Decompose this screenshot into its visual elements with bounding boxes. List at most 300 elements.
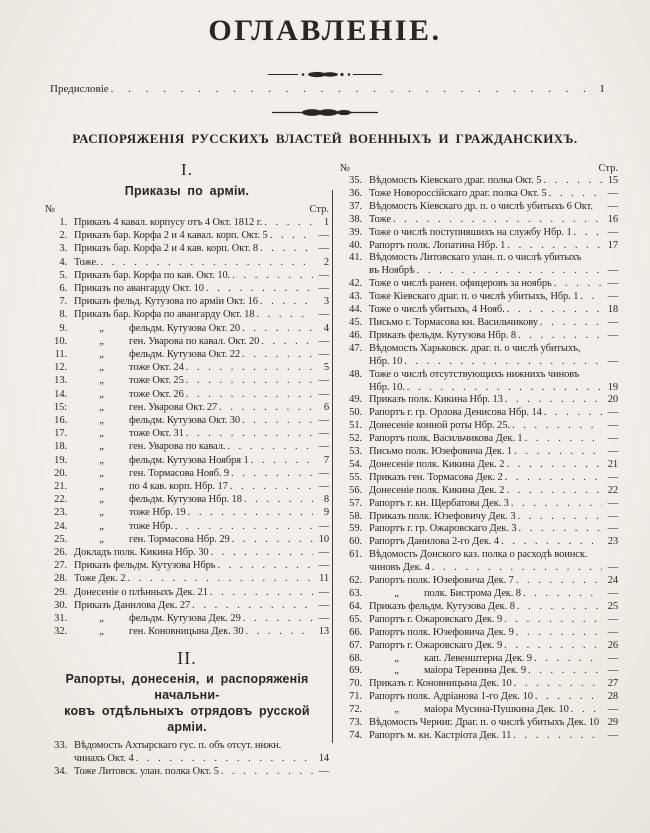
toc-entry	[45, 440, 329, 453]
main-heading: РАСПОРЯЖЕНІЯ РУССКИХЪ ВЛАСТЕЙ ВОЕННЫХЪ И ГРАЖДАНСКИХЪ.	[72, 131, 578, 146]
entry-number: 60.	[349, 536, 362, 548]
entry-page: —	[607, 420, 618, 432]
entry-number: 52.	[349, 433, 362, 445]
entry-text: Приказъ 4 кавал. корпусу отъ 4 Окт. 1812 г.	[74, 217, 263, 228]
entry-page: —	[607, 562, 618, 574]
entry-page: —	[607, 652, 618, 664]
dot-leader	[507, 304, 602, 317]
entry-page: 1	[323, 217, 329, 228]
entry-number: 53.	[349, 446, 362, 458]
entry-text: полк. Бистрома Дек. 8	[424, 588, 521, 599]
section2-numeral: II.	[177, 647, 197, 668]
dot-leader	[243, 612, 313, 625]
entry-number: 66.	[349, 626, 362, 638]
dot-leader	[232, 269, 313, 282]
entry-text: ген. Тормасова Нбр. 29	[129, 533, 230, 545]
entry-number: 14.	[54, 388, 67, 400]
entry-page: —	[318, 269, 329, 281]
entry-number: 44.	[349, 304, 362, 316]
entry-page: —	[607, 613, 618, 625]
entry-page: 2	[323, 256, 329, 268]
entry-page: —	[318, 349, 329, 361]
entry-page: 29	[607, 717, 618, 729]
toc-entry	[45, 335, 329, 348]
entry-number: 54.	[349, 458, 362, 470]
entry-page: —	[607, 291, 618, 303]
entry-number: 18.	[54, 441, 67, 453]
right-column	[340, 163, 618, 743]
entry-text: Рапортъ полк. Адріанова 1-го Дек. 10	[369, 691, 533, 703]
toc-entry	[340, 614, 618, 627]
entry-text: ген. Уварова по кавал. Окт. 20	[129, 335, 260, 347]
entry-text: Приказъ полк. Кикина Нбр. 13	[369, 394, 503, 406]
entry-text: Рапортъ полк. Лопатина Нбр. 1	[369, 239, 506, 251]
toc-entry	[340, 498, 618, 511]
entry-number: 37.	[349, 200, 362, 212]
entry-number: 51.	[349, 420, 362, 432]
entry-number: 25.	[54, 533, 67, 545]
num-header: №	[340, 163, 351, 174]
toc-entry	[340, 653, 618, 666]
dot-leader	[511, 498, 602, 511]
entry-page: —	[318, 599, 329, 611]
entry-text: Приказъ ген. Тормасова Дек. 2	[369, 471, 503, 483]
ditto-mark: „	[99, 428, 104, 440]
dot-leader	[513, 730, 602, 743]
toc-entry	[45, 269, 329, 282]
entry-text: Приказъ бар. Корфа по авангарду Окт. 18	[74, 309, 255, 321]
dot-leader	[525, 433, 602, 446]
entry-page: —	[318, 613, 329, 625]
dot-leader	[188, 506, 313, 519]
entry-page: 14	[318, 752, 329, 764]
entry-page: —	[607, 226, 618, 238]
entry-number: 70.	[349, 678, 362, 690]
toc-entry	[45, 282, 329, 295]
entry-page: —	[607, 665, 618, 677]
ornament-icon	[260, 108, 390, 117]
toc-entry	[45, 559, 329, 572]
ditto-mark: „	[99, 454, 104, 466]
entry-text: Донесеніе полк. Кикина Дек. 2	[369, 484, 505, 496]
entry-text: Донесеніе полк. Кикина Дек. 2	[369, 458, 505, 470]
toc-entry	[340, 240, 618, 253]
entry-page: —	[607, 316, 618, 328]
toc-entry	[45, 427, 329, 440]
entry-number: 63.	[349, 588, 362, 599]
dot-leader	[534, 653, 602, 666]
ornament-icon	[260, 70, 390, 79]
entry-number: 30.	[54, 599, 67, 611]
num-header: №	[45, 204, 56, 215]
entry-page: —	[607, 704, 618, 716]
entry-text: тоже Окт. 31	[129, 428, 184, 440]
dot-leader	[186, 388, 313, 401]
entry-number: 31.	[54, 613, 67, 625]
entry-text: Рапортъ г. Ожаровскаго Дек. 9	[369, 639, 503, 651]
entry-page: 7	[323, 454, 329, 466]
dot-leader	[136, 752, 313, 765]
entry-text: тоже Нбр.	[129, 520, 173, 532]
entry-text: Тоже о числѣ отсутствующихъ нижнихъ чиновъ	[369, 368, 580, 380]
entry-page: —	[607, 626, 618, 638]
toc-entry	[340, 420, 618, 433]
entry-text: Рапортъ полк. Юзефовича Дек. 9	[369, 626, 514, 638]
ditto-mark: „	[99, 481, 104, 493]
entry-number: 4.	[59, 256, 67, 268]
entry-text: маіора Мусина-Пушкина Дек. 10	[424, 704, 569, 716]
entry-text: Донесеніе о плѣнныхъ Дек. 21	[74, 586, 208, 598]
toc-entry	[340, 356, 618, 369]
ditto-mark: „	[99, 388, 104, 400]
right-column-entries	[340, 175, 618, 743]
entry-page: —	[607, 187, 618, 199]
entry-number: 57.	[349, 497, 362, 509]
entry-number: 67.	[349, 639, 362, 651]
toc-entry	[340, 730, 618, 743]
dot-leader	[549, 188, 602, 201]
dot-leader	[519, 523, 603, 536]
dot-leader	[417, 265, 602, 278]
entry-page: 20	[607, 394, 618, 406]
entry-text: тоже Окт. 25	[129, 375, 184, 387]
ditto-mark: „	[394, 665, 399, 677]
entry-page: 11	[319, 573, 329, 585]
entry-number: 23.	[54, 507, 67, 519]
entry-text: фельдм. Кутузова Окт. 30	[129, 415, 241, 427]
toc-entry	[340, 291, 618, 304]
toc-entry	[45, 752, 329, 765]
toc-entry	[340, 433, 618, 446]
entry-page: 6	[323, 401, 329, 413]
toc-entry	[45, 374, 329, 387]
entry-text: маіора Теренина Дек. 9	[424, 665, 527, 677]
toc-entry	[45, 612, 329, 625]
dot-leader	[393, 214, 602, 227]
entry-number: 69.	[349, 665, 362, 677]
dot-leader	[101, 256, 313, 269]
dot-leader	[544, 407, 602, 420]
entry-text: тоже Окт. 24	[129, 362, 184, 374]
entry-text: Приказъ полк. Юзефовичу Дек. 3	[369, 510, 516, 522]
toc-entry	[340, 472, 618, 485]
toc-entry	[45, 295, 329, 308]
ditto-mark: „	[99, 349, 104, 361]
entry-number: 3.	[59, 243, 67, 255]
entry-page: 28	[607, 691, 618, 703]
entry-number: 26.	[54, 547, 67, 559]
dot-leader	[111, 83, 588, 95]
entry-number: 56.	[349, 484, 362, 496]
entry-text: Вѣдомость Харьковск. драг. п. о числѣ убитыхъ,	[369, 342, 581, 354]
entry-page: —	[318, 388, 329, 400]
entry-text: Рапортъ Данилова 2-го Дек. 4	[369, 536, 500, 548]
toc-entry	[45, 480, 329, 493]
toc-entry	[340, 562, 618, 575]
dot-leader	[264, 216, 313, 229]
entry-text: въ Ноябрѣ	[369, 265, 415, 277]
entry-text: Рапортъ м. кн. Кастріота Дек. 11	[369, 729, 512, 741]
entry-number: 73.	[349, 717, 362, 729]
entry-page: 10	[318, 533, 329, 545]
entry-page: 13	[318, 626, 329, 638]
entry-number: 33.	[54, 739, 67, 751]
page-header: Стр.	[309, 204, 329, 215]
dot-leader	[514, 446, 602, 459]
toc-entry	[340, 459, 618, 472]
entry-number: 38.	[349, 213, 362, 225]
section1-title: Приказы по арміи.	[124, 184, 250, 198]
entry-text: чиновъ Дек. 4	[369, 562, 430, 574]
ditto-mark: „	[99, 401, 104, 413]
entry-text: Приказъ по авангарду Окт. 10	[74, 283, 204, 295]
ditto-mark: „	[99, 335, 104, 347]
dot-leader	[501, 536, 602, 549]
entry-number: 42.	[349, 278, 362, 290]
dot-leader	[523, 588, 602, 601]
entry-number: 12.	[54, 362, 67, 374]
entry-text: Рапортъ полк. Васильчикова Дек. 1	[369, 433, 523, 445]
dot-leader	[231, 467, 313, 480]
entry-page: 19	[607, 381, 618, 393]
entry-page: —	[318, 520, 329, 532]
dot-leader	[260, 242, 313, 255]
dot-leader	[505, 472, 602, 485]
entry-text: Рапортъ г. Ожаровскаго Дек. 9	[369, 613, 503, 625]
toc-entry	[45, 520, 329, 533]
entry-number: 17.	[54, 428, 67, 440]
entry-text: фельдм. Кутузова Ноября 1	[129, 454, 249, 466]
entry-text: Приказъ бар. Корфа 2 и 4 кавал. корп. Окт. 5	[74, 230, 268, 242]
dot-leader	[211, 546, 313, 559]
entry-page: 24	[607, 575, 618, 587]
entry-number: 39.	[349, 226, 362, 238]
ditto-mark: „	[99, 322, 104, 334]
entry-number: 22.	[54, 494, 67, 506]
dot-leader	[574, 227, 602, 240]
entry-text: Рапортъ г. гр. Ожаровскаго Дек. 3	[369, 523, 517, 535]
entry-page: 27	[607, 678, 618, 690]
section2-title-line1: Рапорты, донесенія, и распоряженія начальни-	[65, 671, 309, 702]
dot-leader	[219, 401, 313, 414]
entry-text: Приказъ фельдм. Кутузова Нбр. 8	[369, 329, 516, 341]
toc-entry	[45, 256, 329, 269]
preface-label: Предисловіе	[50, 83, 109, 95]
entry-page: —	[607, 433, 618, 445]
entry-number: 2.	[59, 230, 67, 242]
toc-entry	[340, 523, 618, 536]
preface-page: I	[600, 83, 604, 95]
ornament-divider-top	[0, 70, 650, 79]
page-header: Стр.	[598, 163, 618, 174]
dot-leader	[242, 414, 313, 427]
entry-page: —	[607, 446, 618, 458]
entry-page: —	[607, 523, 618, 535]
dot-leader	[540, 317, 602, 330]
entry-number: 9.	[59, 322, 67, 334]
dot-leader	[175, 520, 313, 533]
dot-leader	[230, 480, 313, 493]
section2-title-line2: ковъ отдѣльныхъ отрядовъ русской арміи.	[64, 703, 310, 734]
toc-entry	[45, 348, 329, 361]
toc-entry	[45, 739, 329, 752]
entry-page: 25	[607, 600, 618, 612]
toc-entry	[340, 575, 618, 588]
dot-leader	[504, 640, 602, 653]
entry-text: Тоже	[369, 213, 391, 225]
entry-number: 5.	[59, 269, 67, 281]
toc-entry	[45, 401, 329, 414]
toc-entry	[340, 394, 618, 407]
dot-leader	[504, 614, 602, 627]
entry-number: 36.	[349, 187, 362, 199]
entry-page: —	[607, 510, 618, 522]
dot-leader	[571, 704, 602, 717]
entry-page: —	[318, 428, 329, 440]
entry-number: 58.	[349, 510, 362, 522]
entry-text: по 4 кав. корп. Нбр. 17	[129, 481, 228, 493]
toc-entry	[340, 704, 618, 717]
dot-leader	[517, 601, 602, 614]
entry-number: 16.	[54, 415, 67, 427]
toc-entry	[340, 343, 618, 356]
section1-numeral: I.	[181, 160, 193, 179]
entry-text: Приказъ бар. Корфа 2 и 4 кав. корп. Окт. 8	[74, 243, 259, 255]
column-divider	[332, 190, 333, 743]
toc-entry	[45, 506, 329, 519]
dot-leader	[242, 322, 313, 335]
entry-page: —	[318, 415, 329, 427]
entry-page: 8	[323, 494, 329, 506]
toc-entry	[340, 278, 618, 291]
entry-text: ген. Уварова по кавал.	[129, 441, 226, 453]
entry-page: 26	[607, 639, 618, 651]
toc-entry	[45, 216, 329, 229]
toc-entry	[340, 304, 618, 317]
toc-entry	[340, 214, 618, 227]
ornament-divider-middle	[0, 108, 650, 117]
dot-leader	[186, 374, 313, 387]
entry-page: —	[318, 547, 329, 559]
section2-entries	[45, 739, 329, 779]
entry-page: —	[318, 230, 329, 242]
dot-leader	[256, 308, 313, 321]
entry-text: Приказъ фельдм. Кутузова Нбрь	[74, 560, 216, 572]
right-column-header	[340, 163, 618, 174]
toc-entry	[340, 665, 618, 678]
entry-page: —	[607, 278, 618, 290]
entry-page: —	[318, 467, 329, 479]
toc-entry	[45, 572, 329, 585]
entry-text: Вѣдомость Кіевскаго др. п. о числѣ убитыхъ 6 Окт.	[369, 200, 593, 212]
toc-entry	[340, 407, 618, 420]
ditto-mark: „	[99, 375, 104, 387]
entry-text: Тоже Кіевскаго драг. п. о числѣ убитыхъ, Нбр. 1	[369, 291, 579, 303]
entry-text: Рапортъ полк. Юзефовича Дек. 7	[369, 575, 514, 587]
entry-page: —	[607, 497, 618, 509]
entry-number: 41.	[349, 252, 362, 264]
entry-page: 9	[323, 507, 329, 519]
entry-text: ген. Уварова Окт. 27	[129, 401, 218, 413]
entry-text: Тоже о числѣ убитыхъ, 4 Нояб.	[369, 304, 505, 316]
toc-entry	[45, 454, 329, 467]
ditto-mark: „	[99, 613, 104, 625]
entry-text: Тоже Дек. 2	[74, 573, 126, 585]
toc-entry	[340, 252, 618, 265]
entry-text: Письмо полк. Юзефовича Дек. 1	[369, 446, 513, 458]
entry-number: 8.	[59, 309, 67, 321]
left-column	[45, 160, 329, 778]
dot-leader	[221, 765, 313, 778]
entry-number: 40.	[349, 239, 362, 251]
entry-text: Рапортъ г. гр. Орлова Денисова Нбр. 14	[369, 407, 542, 419]
entry-text: фельдм. Кутузова Нбр. 18	[129, 494, 242, 506]
entry-number: 48.	[349, 368, 362, 380]
entry-text: чинахъ Окт. 4	[74, 752, 134, 764]
entry-page: —	[318, 560, 329, 572]
entry-number: 71.	[349, 691, 362, 703]
dot-leader	[261, 335, 313, 348]
ditto-mark: „	[99, 441, 104, 453]
entry-page: —	[607, 471, 618, 483]
toc-entry	[340, 511, 618, 524]
ditto-mark: „	[394, 652, 399, 664]
toc-entry	[45, 229, 329, 242]
entry-page: —	[318, 586, 329, 598]
dot-leader	[217, 559, 313, 572]
entry-page: 4	[323, 322, 329, 334]
ditto-mark: „	[394, 704, 399, 716]
toc-entry	[45, 242, 329, 255]
dot-leader	[506, 485, 602, 498]
entry-text: Приказъ фельдм. Кутузова Дек. 8	[369, 600, 515, 612]
dot-leader	[192, 599, 313, 612]
dot-leader	[245, 625, 313, 638]
dot-leader	[543, 175, 602, 188]
ditto-mark: „	[99, 507, 104, 519]
dot-leader	[244, 493, 313, 506]
dot-leader	[505, 394, 602, 407]
ditto-mark: „	[99, 520, 104, 532]
entry-number: 7.	[59, 296, 67, 308]
entry-number: 20.	[54, 467, 67, 479]
entry-number: 46.	[349, 329, 362, 341]
entry-number: 62.	[349, 575, 362, 587]
dot-leader	[518, 330, 602, 343]
ditto-mark: „	[99, 626, 104, 638]
toc-entry	[340, 382, 618, 395]
entry-page: 22	[607, 484, 618, 496]
entry-number: 49.	[349, 394, 362, 406]
dot-leader	[528, 665, 602, 678]
entry-text: Докладъ полк. Кикина Нбр. 30	[74, 547, 209, 559]
left-column-header	[45, 204, 329, 215]
toc-entry	[45, 467, 329, 480]
entry-text: ген. Тормасова Нояб. 9	[129, 467, 230, 479]
entry-page: —	[318, 243, 329, 255]
ditto-mark: „	[99, 415, 104, 427]
entry-number: 29.	[54, 586, 67, 598]
entry-text: фельдм. Кутузова Окт. 22	[129, 349, 241, 361]
entry-number: 43.	[349, 291, 362, 303]
entry-text: Приказъ Данилова Дек. 27	[74, 599, 191, 611]
entry-number: 35.	[349, 175, 362, 186]
dot-leader	[554, 278, 602, 291]
toc-entry	[45, 322, 329, 335]
entry-text: Тоже о числѣ поступившихъ на службу Нбр. 1	[369, 226, 572, 238]
ditto-mark: „	[99, 533, 104, 545]
entry-page: —	[607, 265, 618, 277]
